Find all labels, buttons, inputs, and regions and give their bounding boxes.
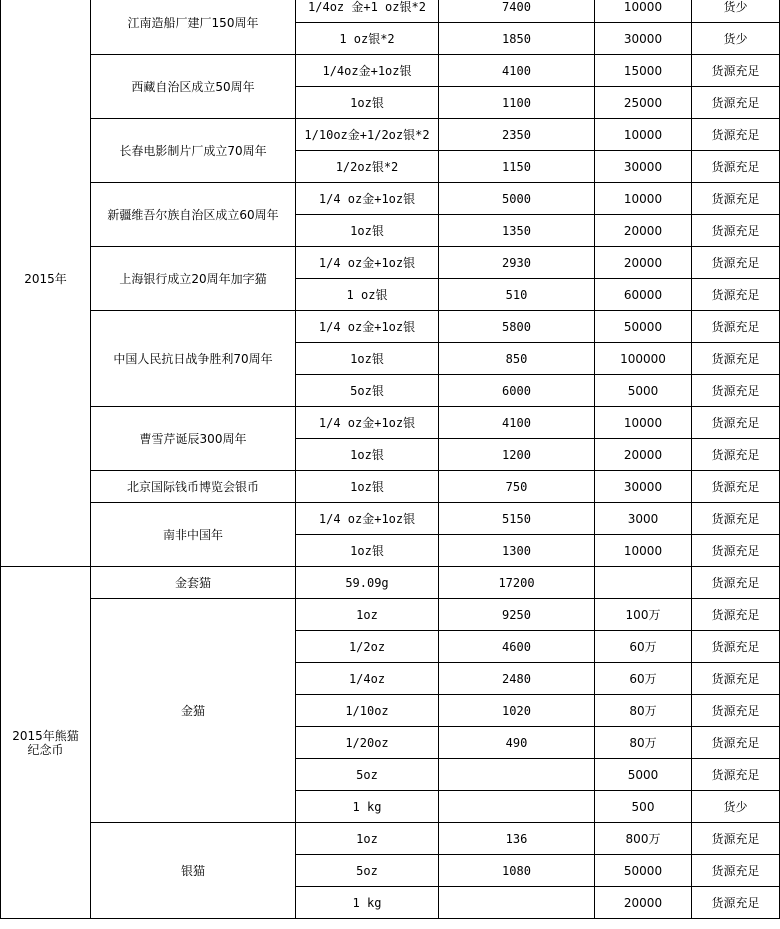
table-row [1,567,780,599]
coin-name-cell: 新疆维吾尔族自治区成立60周年 [91,183,296,247]
spec-cell: 1oz银 [296,87,439,119]
table-row [1,55,780,87]
status-cell: 货源充足 [692,279,780,311]
price-cell: 17200 [439,567,595,599]
price-cell: 1080 [439,855,595,887]
table-row [1,119,780,151]
coin-name-cell: 曹雪芹诞辰300周年 [91,407,296,471]
spec-cell: 1oz银 [296,439,439,471]
status-cell: 货源充足 [692,631,780,663]
status-cell: 货源充足 [692,439,780,471]
status-cell: 货源充足 [692,567,780,599]
mintage-cell: 60000 [595,279,692,311]
status-cell: 货源充足 [692,535,780,567]
status-cell: 货源充足 [692,55,780,87]
price-cell: 1150 [439,151,595,183]
price-cell: 2930 [439,247,595,279]
spec-cell: 5oz [296,855,439,887]
status-cell: 货源充足 [692,599,780,631]
mintage-cell: 60万 [595,663,692,695]
spec-cell: 1 kg [296,887,439,919]
status-cell: 货源充足 [692,87,780,119]
mintage-cell: 10000 [595,119,692,151]
spec-cell: 5oz [296,759,439,791]
mintage-cell: 10000 [595,183,692,215]
mintage-cell: 100000 [595,343,692,375]
status-cell: 货源充足 [692,663,780,695]
mintage-cell: 5000 [595,375,692,407]
spec-cell: 1oz [296,599,439,631]
spec-cell: 1/4oz 金+1 oz银*2 [296,0,439,23]
spec-cell: 1oz [296,823,439,855]
table-row [1,503,780,535]
price-cell: 510 [439,279,595,311]
coin-name-cell: 上海银行成立20周年加字猫 [91,247,296,311]
price-cell: 136 [439,823,595,855]
price-cell: 850 [439,343,595,375]
spec-cell: 1/4oz金+1oz银 [296,55,439,87]
mintage-cell: 50000 [595,311,692,343]
status-cell: 货少 [692,791,780,823]
mintage-cell: 15000 [595,55,692,87]
mintage-cell: 100万 [595,599,692,631]
coin-name-cell: 北京国际钱币博览会银币 [91,471,296,503]
table-row [1,471,780,503]
status-cell: 货源充足 [692,759,780,791]
spec-cell: 1/4 oz金+1oz银 [296,247,439,279]
mintage-cell [595,567,692,599]
status-cell: 货源充足 [692,247,780,279]
price-cell: 1100 [439,87,595,119]
price-cell: 4100 [439,55,595,87]
mintage-cell: 30000 [595,151,692,183]
status-cell: 货源充足 [692,471,780,503]
mintage-cell: 20000 [595,215,692,247]
price-cell: 750 [439,471,595,503]
status-cell: 货少 [692,0,780,23]
coin-name-cell: 西藏自治区成立50周年 [91,55,296,119]
spec-cell: 1/4oz [296,663,439,695]
mintage-cell: 30000 [595,471,692,503]
mintage-cell: 80万 [595,727,692,759]
price-cell: 9250 [439,599,595,631]
coin-name-cell: 长春电影制片厂成立70周年 [91,119,296,183]
price-cell: 1200 [439,439,595,471]
coin-name-cell: 银猫 [91,823,296,919]
price-cell: 5150 [439,503,595,535]
spec-cell: 1oz银 [296,535,439,567]
mintage-cell: 30000 [595,23,692,55]
price-cell: 6000 [439,375,595,407]
spec-cell: 1 oz银 [296,279,439,311]
price-cell: 1020 [439,695,595,727]
mintage-cell: 500 [595,791,692,823]
mintage-cell: 20000 [595,887,692,919]
spec-cell: 1/4 oz金+1oz银 [296,183,439,215]
spec-cell: 1/4 oz金+1oz银 [296,407,439,439]
spec-cell: 1/2oz银*2 [296,151,439,183]
spec-cell: 1 oz银*2 [296,23,439,55]
mintage-cell: 20000 [595,439,692,471]
status-cell: 货源充足 [692,343,780,375]
spec-cell: 1oz银 [296,343,439,375]
table-row [1,407,780,439]
status-cell: 货源充足 [692,695,780,727]
price-cell: 1300 [439,535,595,567]
mintage-cell: 5000 [595,759,692,791]
mintage-cell: 10000 [595,407,692,439]
spec-cell: 1oz银 [296,215,439,247]
price-cell: 1850 [439,23,595,55]
coin-name-cell: 中国人民抗日战争胜利70周年 [91,311,296,407]
mintage-cell: 10000 [595,535,692,567]
status-cell: 货源充足 [692,727,780,759]
status-cell: 货源充足 [692,407,780,439]
coin-name-cell: 金猫 [91,599,296,823]
table-row [1,247,780,279]
status-cell: 货源充足 [692,183,780,215]
price-cell: 4100 [439,407,595,439]
price-cell: 2350 [439,119,595,151]
coin-name-cell: 南非中国年 [91,503,296,567]
price-cell: 7400 [439,0,595,23]
table-row [1,599,780,631]
status-cell: 货源充足 [692,151,780,183]
status-cell: 货源充足 [692,887,780,919]
spec-cell: 1/4 oz金+1oz银 [296,503,439,535]
year-cell: 2015年熊猫 纪念币 [1,567,91,919]
status-cell: 货源充足 [692,503,780,535]
price-cell: 4600 [439,631,595,663]
spec-cell: 5oz银 [296,375,439,407]
mintage-cell: 80万 [595,695,692,727]
status-cell: 货少 [692,23,780,55]
status-cell: 货源充足 [692,855,780,887]
status-cell: 货源充足 [692,215,780,247]
price-cell: 5000 [439,183,595,215]
mintage-cell: 60万 [595,631,692,663]
price-cell: 2480 [439,663,595,695]
table-row [1,311,780,343]
price-cell: 1350 [439,215,595,247]
spec-cell: 1 kg [296,791,439,823]
price-cell: 5800 [439,311,595,343]
mintage-cell: 10000 [595,0,692,23]
price-cell [439,887,595,919]
mintage-cell: 800万 [595,823,692,855]
mintage-cell: 3000 [595,503,692,535]
spec-cell: 1/10oz [296,695,439,727]
spec-cell: 1/10oz金+1/2oz银*2 [296,119,439,151]
spec-cell: 1/20oz [296,727,439,759]
price-cell: 490 [439,727,595,759]
price-cell [439,791,595,823]
status-cell: 货源充足 [692,375,780,407]
table-body [1,0,780,919]
spec-cell: 59.09g [296,567,439,599]
table-row [1,0,780,23]
year-cell: 2015年 [1,0,91,567]
table-row [1,823,780,855]
spec-cell: 1/4 oz金+1oz银 [296,311,439,343]
price-cell [439,759,595,791]
coin-name-cell: 江南造船厂建厂150周年 [91,0,296,55]
mintage-cell: 50000 [595,855,692,887]
spec-cell: 1/2oz [296,631,439,663]
status-cell: 货源充足 [692,119,780,151]
spec-cell: 1oz银 [296,471,439,503]
mintage-cell: 20000 [595,247,692,279]
status-cell: 货源充足 [692,823,780,855]
mintage-cell: 25000 [595,87,692,119]
coin-name-cell: 金套猫 [91,567,296,599]
status-cell: 货源充足 [692,311,780,343]
table-row [1,183,780,215]
